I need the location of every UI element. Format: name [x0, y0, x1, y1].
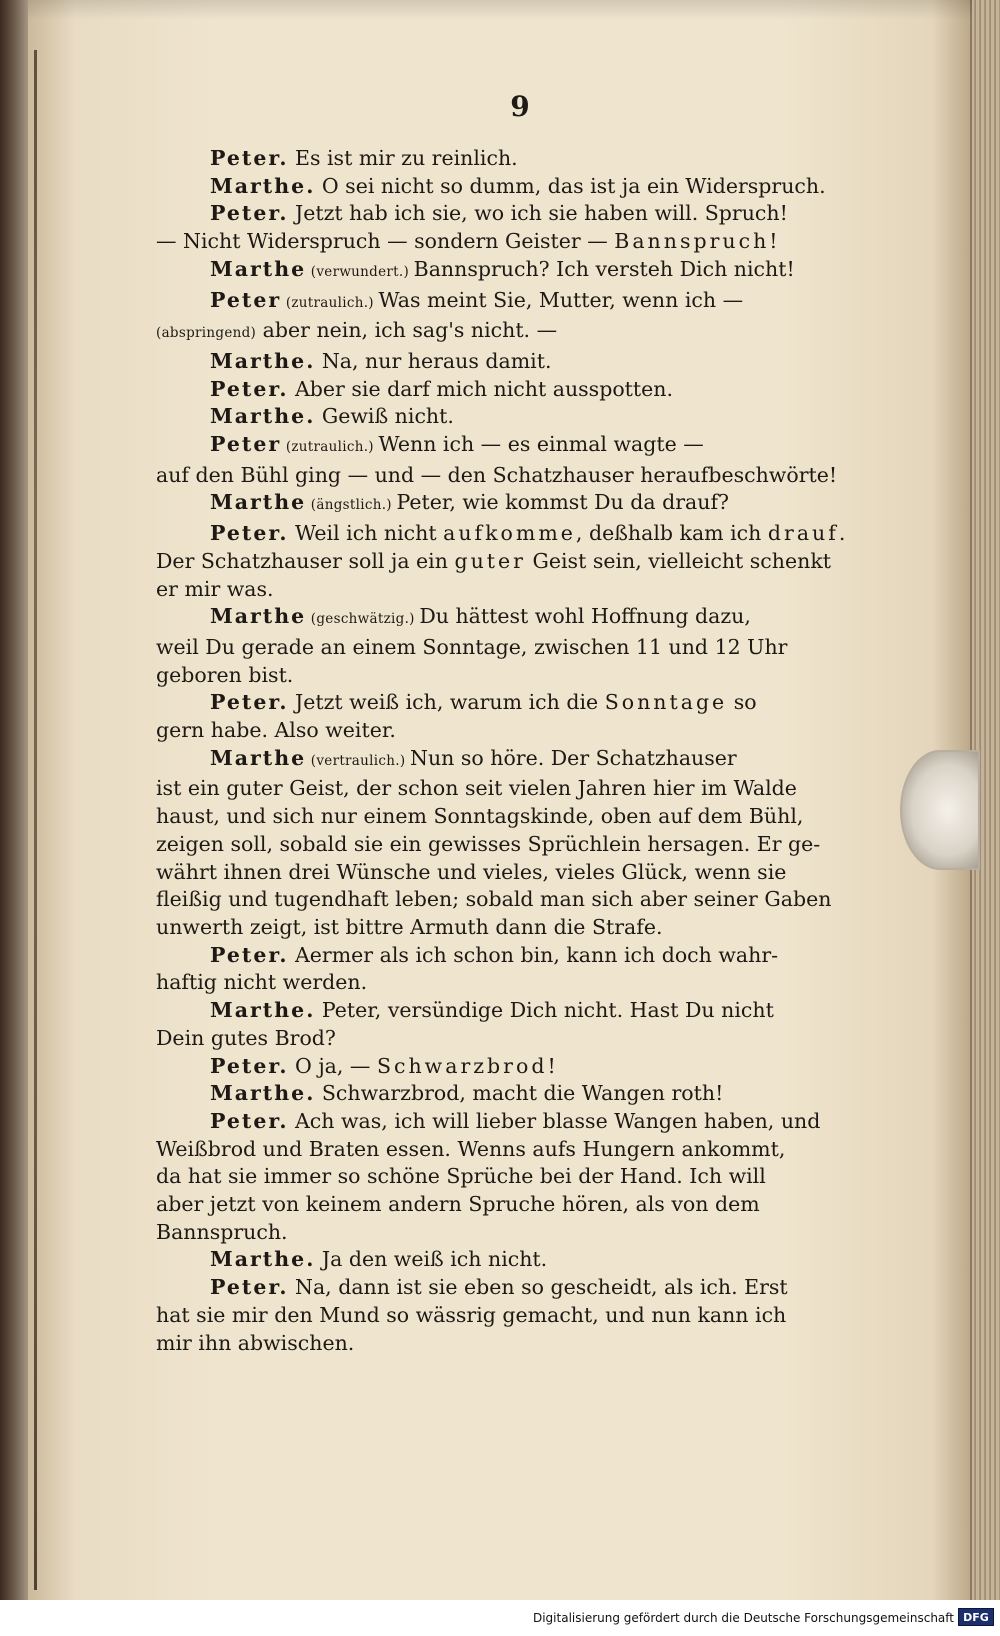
text-line — [156, 431, 866, 462]
dialogue-text: hat sie mir den Mund so wässrig gemacht, und nun kann ich — [156, 1302, 787, 1327]
speaker-name: Marthe. — [210, 1247, 316, 1272]
dialogue-text: Aermer als ich schon bin, kann ich doch wahr- — [288, 942, 779, 967]
dialogue-text: fleißig und tugendhaft leben; sobald man sich aber seiner Gaben — [156, 887, 832, 912]
dialogue-text: zeigen soll, sobald sie ein gewisses Sprüchlein hersagen. Er ge- — [156, 831, 821, 856]
speaker-name: Peter. — [210, 146, 289, 170]
speaker-name: Marthe — [210, 490, 307, 515]
speaker-name: Peter. — [210, 690, 289, 715]
dialogue-text: aber nein, ich sag's nicht. — — [256, 318, 558, 343]
dialogue-text: währt ihnen drei Wünsche und vieles, vieles Glück, wenn sie — [156, 859, 787, 884]
dialogue-text: Na, nur heraus damit. — [315, 348, 552, 373]
binding-gutter — [34, 50, 37, 1590]
page-shadow — [28, 0, 972, 20]
dialogue-text: Nun so höre. Der Schatzhauser — [410, 745, 737, 770]
text-line — [156, 1191, 866, 1219]
footer-credit: Digitalisierung gefördert durch die Deutsche Forschungsgemeinschaft — [532, 1611, 954, 1625]
dialogue-text: weil Du gerade an einem Sonntage, zwischen 11 und 12 Uhr — [156, 634, 788, 659]
dialogue-text: Peter, versündige Dich nicht. Hast Du nicht — [315, 998, 774, 1023]
text-line — [156, 1219, 866, 1247]
dialogue-text: Peter, wie kommst Du da drauf? — [396, 490, 730, 515]
text-line — [156, 969, 866, 997]
dialogue-text: Dein gutes Brod? — [156, 1025, 336, 1050]
speaker-name: Marthe. — [210, 404, 316, 429]
speaker-name: Peter — [210, 287, 282, 312]
text-line — [156, 173, 866, 201]
dialogue-text: Bannspruch? Ich versteh Dich nicht! — [413, 256, 795, 281]
text-line — [156, 1108, 866, 1136]
speaker-name: Peter. — [210, 376, 289, 401]
dialogue-text: Ja den weiß ich nicht. — [315, 1247, 548, 1272]
speaker-name: Peter — [210, 432, 282, 457]
emphasized-text: aufkomme — [443, 521, 576, 546]
text-line — [156, 859, 866, 887]
text-line — [156, 914, 866, 942]
text-line — [156, 348, 866, 376]
dialogue-text: unwerth zeigt, ist bittre Armuth dann die Strafe. — [156, 914, 663, 939]
text-line — [156, 775, 866, 803]
text-line — [156, 548, 866, 576]
text-line — [156, 228, 866, 256]
dialogue-text: Du hättest wohl Hoffnung dazu, — [419, 604, 751, 629]
stage-direction: (zutraulich.) — [281, 439, 379, 456]
text-line — [156, 1025, 866, 1053]
text-line — [156, 145, 866, 173]
speaker-name: Marthe. — [210, 1081, 316, 1106]
stage-direction: (vertraulich.) — [306, 752, 410, 769]
text-line — [156, 1080, 866, 1108]
text-line — [156, 1302, 866, 1330]
text-line — [156, 1053, 866, 1081]
dialogue-text: Der Schatzhauser soll ja ein — [156, 548, 455, 573]
dialogue-text: Geist sein, vielleicht schenkt — [525, 548, 831, 573]
speaker-name: Peter. — [210, 521, 289, 546]
text-line — [156, 997, 866, 1025]
dialogue-text: Bannspruch. — [156, 1219, 288, 1244]
dialogue-text: Wenn ich — es einmal wagte — — [378, 432, 704, 457]
dialogue-text: er mir was. — [156, 576, 274, 601]
page-holder-clip — [900, 750, 980, 870]
text-line — [156, 717, 866, 745]
emphasized-text: Bannspruch! — [614, 229, 781, 254]
dialogue-text: . — [838, 521, 846, 546]
speaker-name: Marthe. — [210, 173, 316, 198]
speaker-name: Marthe — [210, 256, 307, 281]
text-line — [156, 520, 866, 548]
dialogue-text: Es ist mir zu reinlich. — [288, 146, 518, 170]
dfg-logo: DFG — [958, 1608, 994, 1626]
stage-direction: (verwundert.) — [306, 263, 414, 280]
text-line — [156, 603, 866, 634]
footer-bar — [0, 1600, 1000, 1636]
dialogue-text: aber jetzt von keinem andern Spruche hören, als von dem — [156, 1192, 760, 1217]
speaker-name: Peter. — [210, 1053, 289, 1078]
dialogue-text: Ach was, ich will lieber blasse Wangen haben, und — [288, 1108, 821, 1133]
emphasized-text: guter — [454, 548, 526, 573]
text-line — [156, 1136, 866, 1164]
dialogue-text: geboren bist. — [156, 662, 294, 687]
emphasized-text: Sonntage — [604, 690, 728, 715]
speaker-name: Marthe. — [210, 348, 316, 373]
text-line — [156, 1163, 866, 1191]
dialogue-text: auf den Bühl ging — und — den Schatzhauser heraufbeschwörte! — [156, 462, 838, 487]
dialogue-text: gern habe. Also weiter. — [156, 718, 396, 743]
dialogue-text: Was meint Sie, Mutter, wenn ich — — [378, 287, 744, 312]
dialogue-text: O sei nicht so dumm, das ist ja ein Widerspruch. — [315, 173, 826, 198]
dialogue-text: Schwarzbrod, macht die Wangen roth! — [315, 1081, 724, 1106]
speaker-name: Peter. — [210, 942, 289, 967]
text-line — [156, 1274, 866, 1302]
dialogue-text: Gewiß nicht. — [315, 404, 454, 429]
emphasized-text: drauf — [767, 521, 839, 546]
text-line — [156, 317, 866, 348]
speaker-name: Marthe — [210, 604, 307, 629]
dialogue-text: Weißbrod und Braten essen. Wenns aufs Hungern ankommt, — [156, 1136, 786, 1161]
speaker-name: Peter. — [210, 201, 289, 226]
text-line — [156, 200, 866, 228]
page-text — [156, 145, 866, 1357]
dialogue-text: — Nicht Widerspruch — sondern Geister — — [156, 229, 615, 254]
dialogue-text: Weil ich nicht — [288, 521, 444, 546]
stage-direction: (zutraulich.) — [281, 294, 379, 311]
text-line — [156, 462, 866, 490]
dialogue-text: , deßhalb kam ich — [575, 521, 768, 546]
dialogue-text: ! — [547, 1053, 556, 1078]
text-line — [156, 1246, 866, 1274]
dialogue-text: O ja, — — [288, 1053, 377, 1078]
speaker-name: Marthe — [210, 745, 307, 770]
dialogue-text: so — [727, 690, 757, 715]
text-line — [156, 376, 866, 404]
text-line — [156, 1330, 866, 1358]
text-line — [156, 403, 866, 431]
dialogue-text: haust, und sich nur einem Sonntagskinde, oben auf dem Bühl, — [156, 804, 804, 829]
page-number: 9 — [510, 90, 530, 123]
dialogue-text: Na, dann ist sie eben so gescheidt, als ich. Erst — [288, 1275, 788, 1300]
speaker-name: Peter. — [210, 1275, 289, 1300]
text-line — [156, 256, 866, 287]
stage-direction: (geschwätzig.) — [306, 611, 420, 628]
dialogue-text: mir ihn abwischen. — [156, 1330, 355, 1355]
dialogue-text: Aber sie darf mich nicht ausspotten. — [288, 376, 673, 401]
text-line — [156, 662, 866, 690]
dialogue-text: Jetzt weiß ich, warum ich die — [288, 690, 605, 715]
book-cover-edge — [0, 0, 28, 1600]
text-line — [156, 886, 866, 914]
text-line — [156, 634, 866, 662]
text-line — [156, 689, 866, 717]
text-line — [156, 489, 866, 520]
text-line — [156, 831, 866, 859]
dialogue-text: da hat sie immer so schöne Sprüche bei der Hand. Ich will — [156, 1164, 766, 1189]
text-line — [156, 942, 866, 970]
speaker-name: Marthe. — [210, 998, 316, 1023]
dialogue-text: ist ein guter Geist, der schon seit vielen Jahren hier im Walde — [156, 776, 797, 801]
dialogue-text: Jetzt hab ich sie, wo ich sie haben will. Spruch! — [288, 201, 788, 226]
emphasized-text: Schwarzbrod — [376, 1053, 548, 1078]
text-line — [156, 745, 866, 776]
speaker-name: Peter. — [210, 1108, 289, 1133]
text-line — [156, 576, 866, 604]
text-line — [156, 287, 866, 318]
dialogue-text: haftig nicht werden. — [156, 970, 368, 995]
text-line — [156, 803, 866, 831]
stage-direction: (abspringend) — [156, 325, 257, 342]
stage-direction: (ängstlich.) — [306, 497, 397, 514]
